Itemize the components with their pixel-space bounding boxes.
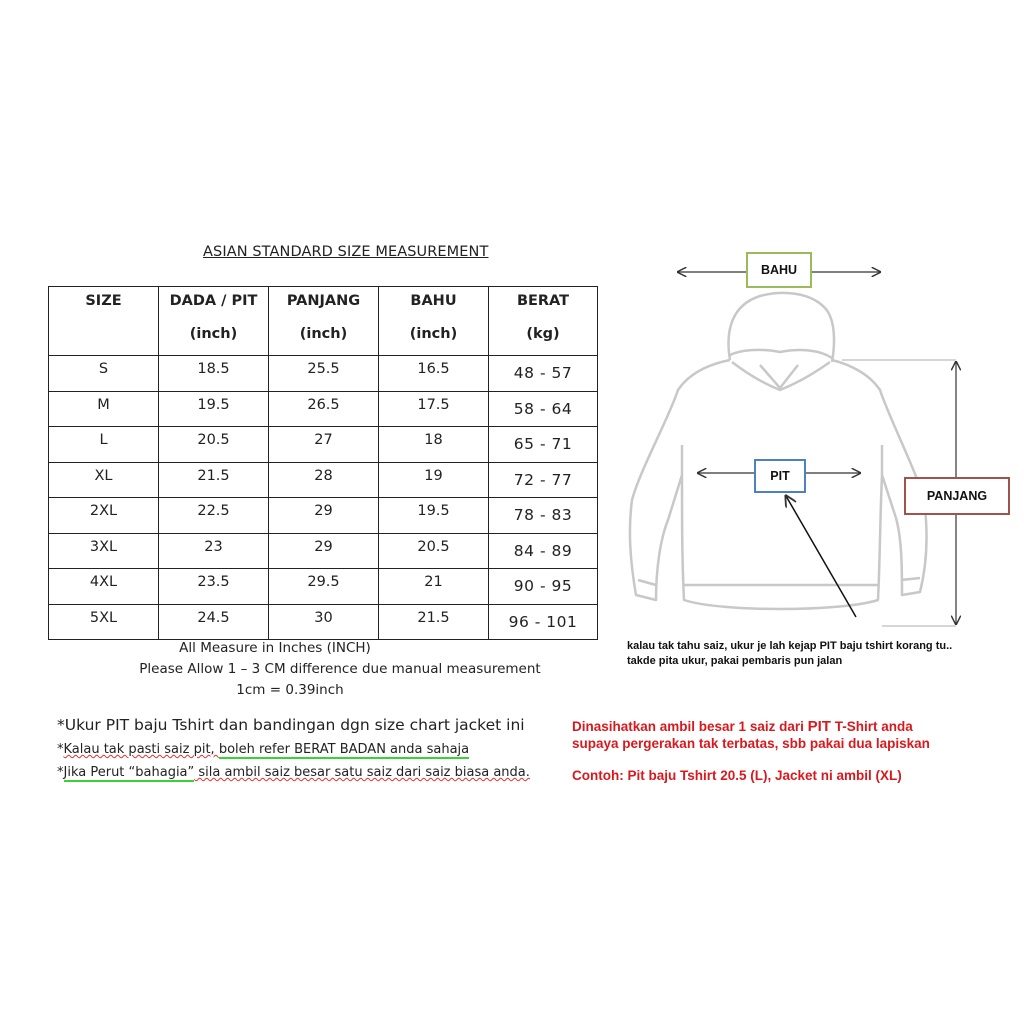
table-cell: 5XL — [49, 604, 159, 640]
table-cell: 78 - 83 — [489, 498, 598, 534]
tip-weight: *Kalau tak pasti saiz pit, boleh refer BERAT BADAN anda sahaja — [57, 742, 470, 757]
table-cell: 16.5 — [379, 356, 489, 392]
header-size: SIZE — [49, 287, 159, 356]
note-conversion: 1cm = 0.39inch — [236, 682, 344, 698]
table-row — [49, 569, 598, 605]
table-cell: M — [49, 391, 159, 427]
table-cell: 22.5 — [159, 498, 269, 534]
advice-line1: Dinasihatkan ambil besar 1 saiz dari PIT T-Shirt anda — [572, 718, 913, 735]
table-row — [49, 391, 598, 427]
table-cell: 21.5 — [379, 604, 489, 640]
table-cell: 19 — [379, 462, 489, 498]
table-cell: 30 — [269, 604, 379, 640]
table-cell: 18.5 — [159, 356, 269, 392]
table-title: ASIAN STANDARD SIZE MEASUREMENT — [203, 244, 489, 260]
table-cell: 96 - 101 — [489, 604, 598, 640]
table-cell: 23.5 — [159, 569, 269, 605]
table-cell: 21.5 — [159, 462, 269, 498]
table-cell: 25.5 — [269, 356, 379, 392]
header-bahu: BAHU (inch) — [379, 287, 489, 356]
table-cell: 21 — [379, 569, 489, 605]
table-cell: S — [49, 356, 159, 392]
table-header-row — [49, 287, 598, 356]
table-row — [49, 356, 598, 392]
table-cell: 29 — [269, 498, 379, 534]
table-cell: 20.5 — [379, 533, 489, 569]
table-cell: 3XL — [49, 533, 159, 569]
tip-measure-pit: *Ukur PIT baju Tshirt dan bandingan dgn size chart jacket ini — [57, 716, 525, 734]
table-cell: 4XL — [49, 569, 159, 605]
pit-label: PIT — [754, 459, 806, 493]
table-cell: 29.5 — [269, 569, 379, 605]
table-cell: 84 - 89 — [489, 533, 598, 569]
advice-line2: supaya pergerakan tak terbatas, sbb pakai dua lapiskan — [572, 736, 930, 751]
table-row — [49, 604, 598, 640]
panjang-label: PANJANG — [904, 477, 1010, 515]
table-cell: XL — [49, 462, 159, 498]
note-difference: Please Allow 1 – 3 CM difference due manual measurement — [139, 661, 541, 677]
table-cell: 28 — [269, 462, 379, 498]
table-cell: 65 - 71 — [489, 427, 598, 463]
table-cell: 90 - 95 — [489, 569, 598, 605]
table-cell: 2XL — [49, 498, 159, 534]
table-cell: 29 — [269, 533, 379, 569]
table-cell: 24.5 — [159, 604, 269, 640]
hoodie-diagram — [620, 250, 1020, 640]
table-row — [49, 462, 598, 498]
table-cell: 19.5 — [159, 391, 269, 427]
table-cell: 26.5 — [269, 391, 379, 427]
table-cell: 48 - 57 — [489, 356, 598, 392]
bahu-label: BAHU — [746, 252, 812, 288]
table-row — [49, 427, 598, 463]
table-cell: 20.5 — [159, 427, 269, 463]
table-cell: 19.5 — [379, 498, 489, 534]
table-cell: 27 — [269, 427, 379, 463]
hoodie-outline — [630, 293, 927, 609]
table-cell: 18 — [379, 427, 489, 463]
table-cell: 23 — [159, 533, 269, 569]
table-cell: 58 - 64 — [489, 391, 598, 427]
tip-belly: *Jika Perut “bahagia” sila ambil saiz besar satu saiz dari saiz biasa anda. — [57, 765, 530, 780]
size-table — [48, 286, 598, 640]
header-panjang: PANJANG (inch) — [269, 287, 379, 356]
advice-example: Contoh: Pit baju Tshirt 20.5 (L), Jacket ni ambil (XL) — [572, 768, 902, 783]
header-berat: BERAT (kg) — [489, 287, 598, 356]
table-row — [49, 498, 598, 534]
pit-note-line1: kalau tak tahu saiz, ukur je lah kejap PIT baju tshirt korang tu.. — [627, 640, 953, 652]
note-inches: All Measure in Inches (INCH) — [179, 640, 371, 656]
table-cell: 17.5 — [379, 391, 489, 427]
table-cell: 72 - 77 — [489, 462, 598, 498]
table-cell: L — [49, 427, 159, 463]
table-row — [49, 533, 598, 569]
pit-note-line2: takde pita ukur, pakai pembaris pun jalan — [627, 655, 843, 667]
header-dada-pit: DADA / PIT (inch) — [159, 287, 269, 356]
